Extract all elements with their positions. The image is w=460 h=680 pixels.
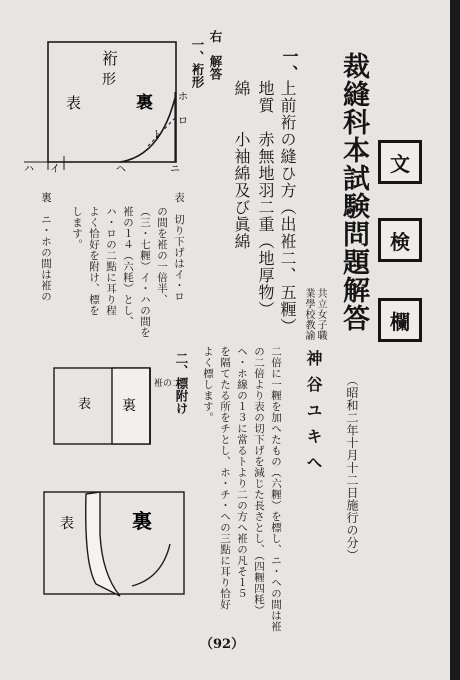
figure-marking-1-drawing xyxy=(50,362,180,448)
question-line-3: 綿 小袖綿及び眞綿 xyxy=(232,80,251,250)
answer-continued-2: の二倍より表の切下げを減じた長さとし、（四糎四粍） xyxy=(253,346,265,616)
author-affiliation-2: 業學校教諭 xyxy=(303,288,314,341)
answer-continued-3: ヘ・ホ線の１３に當るトより二の方へ袵の凡そ１５ xyxy=(236,346,248,599)
section-1-line-1: 表 切り下げはイ・ロ xyxy=(173,192,185,302)
question-number: 一、 xyxy=(280,48,299,82)
section-1-line-7: します。 xyxy=(71,206,83,250)
answer-side-label: 右 解答 xyxy=(208,30,223,80)
figure-marking-2-drawing xyxy=(40,474,190,604)
column-label-char-2: 検 xyxy=(378,218,422,262)
column-label-char-1: 文 xyxy=(378,140,422,184)
question-line-1: 上前裄の縫ひ方（出袵二、五糎） xyxy=(278,80,297,335)
figure-1-label-he: ヘ xyxy=(116,164,126,174)
answer-continued-4: を隔てたる所をチとし、ホ・チ・ヘの三點に耳り恰好 xyxy=(219,346,231,610)
section-1-heading: 一、裄形 xyxy=(190,38,205,88)
figure-marking-2 xyxy=(40,474,190,604)
page-number: （92） xyxy=(200,637,245,652)
figure-1-label-top-1: 裄 xyxy=(102,49,119,68)
section-2-heading: 二、標附け xyxy=(174,352,189,415)
section-1-line-8: 裏 ニ・ホの間は袵の xyxy=(40,192,52,302)
section-1-line-4: 袵の１４（六粍）とし、 xyxy=(122,206,134,327)
figure-1-label-to: ト xyxy=(152,130,162,141)
author-affiliation-1: 共立女子職 xyxy=(315,288,326,341)
figure-sleeve-shape xyxy=(20,38,190,174)
question-line-2: 地質 赤無地羽二重（地厚物） xyxy=(256,80,275,318)
figure-1-label-i: イ xyxy=(50,164,60,174)
figure-2-note: 袵の二 xyxy=(154,379,180,389)
figure-1-label-ha: ハ xyxy=(24,164,34,174)
figure-1-label-ro: ロ xyxy=(178,116,188,127)
figure-1-ura: 裏 xyxy=(136,93,153,113)
section-1-line-5: ハ・ロの二點に耳り程 xyxy=(105,206,117,316)
author-name: 神谷ユキへ xyxy=(304,350,323,480)
column-label-char-3: 欄 xyxy=(378,298,422,342)
figure-1-label-ni: ニ xyxy=(170,164,180,174)
page-edge-shadow xyxy=(450,0,460,680)
figure-3-omote: 表 xyxy=(60,516,74,532)
figure-1-label-ho: ホ xyxy=(178,92,188,103)
figure-marking-1 xyxy=(50,362,180,448)
exam-date: （昭和二年十月十二日施行の分） xyxy=(345,374,359,562)
figure-2-omote: 表 xyxy=(78,397,92,412)
section-1-line-3: （三・七糎）イ・ハの間を xyxy=(139,206,151,338)
section-1-line-2: の間を袵の一倍半、 xyxy=(156,206,168,305)
figure-3-ura: 裏 xyxy=(132,509,152,533)
answer-continued-1: 二倍に一糎を加へたもの（六糎）を標し、ニ・ヘの間は袵 xyxy=(270,346,282,632)
figure-1-omote: 表 xyxy=(66,94,82,112)
figure-sleeve-shape-drawing xyxy=(20,38,190,174)
answer-continued-5: よく標します。 xyxy=(202,346,214,423)
figure-1-label-top-2: 形 xyxy=(102,72,116,88)
article-title: 裁縫科本試験問題解答 xyxy=(338,52,369,332)
figure-2-ura: 裏 xyxy=(122,398,136,414)
section-1-line-6: よく恰好を附け、標を xyxy=(88,206,100,316)
